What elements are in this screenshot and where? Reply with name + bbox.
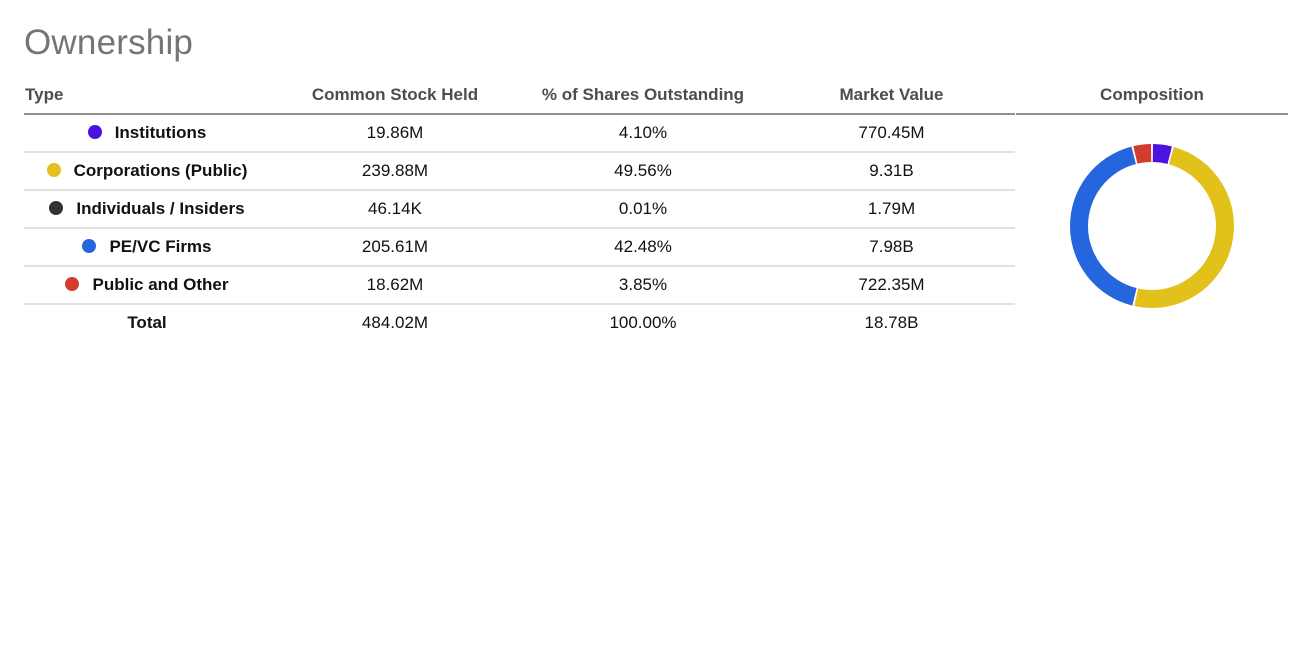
type-cell [24,152,271,190]
total-market-value: 18.78B [864,313,919,332]
table-row [24,152,1015,190]
pct-shares-cell: 0.01% [519,190,767,228]
page-title: Ownership [24,23,194,62]
donut-slice-pe-vc-firms[interactable] [1070,147,1137,306]
common-stock-cell: 19.86M [271,114,519,152]
donut-slice-institutions[interactable] [1153,144,1172,164]
pct-shares-cell: 42.48% [519,228,767,266]
type-cell [24,266,271,304]
market-value-cell: 722.35M [767,266,1015,304]
donut-slice-public-and-other[interactable] [1133,144,1151,164]
pct-shares-cell: 3.85% [519,266,767,304]
header-pct-shares-outstanding: % of Shares Outstanding [519,76,767,114]
table-row [24,266,1015,304]
common-stock-cell: 46.14K [271,190,519,228]
table-header-row [24,76,1015,114]
type-label: Public and Other [92,275,229,294]
common-stock-cell: 239.88M [271,152,519,190]
common-stock-cell: 18.62M [271,266,519,304]
table-row [24,114,1015,152]
type-cell [24,190,271,228]
total-common-stock: 484.02M [271,304,519,341]
total-row [24,304,1015,341]
legend-dot [88,125,102,139]
type-label: Institutions [114,123,207,142]
header-common-stock-held: Common Stock Held [271,76,519,114]
total-pct-shares: 100.00% [519,304,767,341]
type-cell [24,114,271,152]
market-value-cell: 1.79M [767,190,1015,228]
pct-shares-cell: 4.10% [519,114,767,152]
legend-dot [49,201,63,215]
total-label: Total [24,304,271,341]
legend-dot [47,163,61,177]
legend-dot [65,277,79,291]
type-label: Individuals / Insiders [76,199,245,218]
pct-shares-cell: 49.56% [519,152,767,190]
table-row [24,190,1015,228]
market-value-cell: 770.45M [767,114,1015,152]
header-composition: Composition [1016,76,1288,115]
table-row [24,228,1015,266]
type-cell [24,228,271,266]
legend-dot [82,239,96,253]
type-label: PE/VC Firms [109,237,212,256]
header-type: Type [24,76,271,114]
header-market-value: Market Value [767,76,1015,114]
ownership-table [24,76,1015,341]
donut-slice-corporations-public[interactable] [1134,147,1234,308]
market-value-cell: 9.31B [767,152,1015,190]
common-stock-cell: 205.61M [271,228,519,266]
type-label: Corporations (Public) [73,161,248,180]
composition-donut-chart [1066,140,1238,312]
market-value-cell: 7.98B [767,228,1015,266]
